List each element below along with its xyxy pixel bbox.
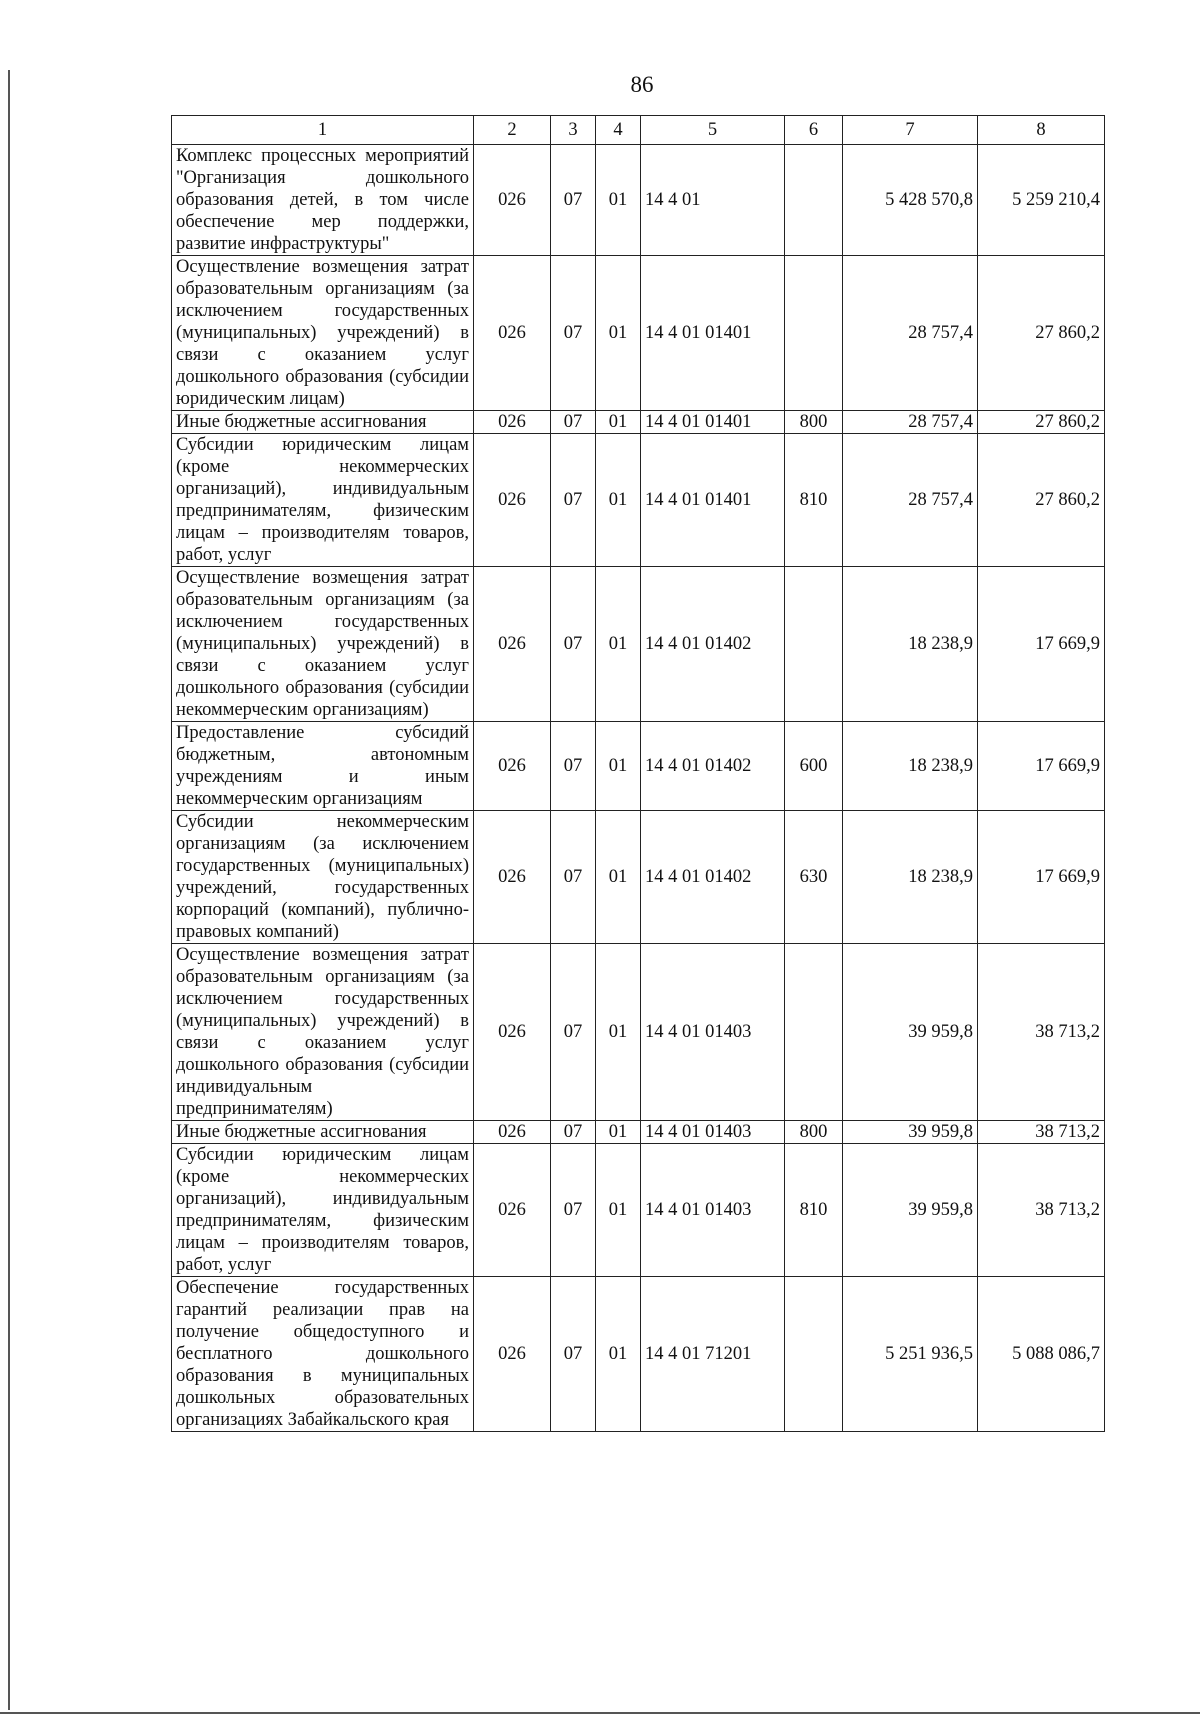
cell-admin-code: 026 [474, 944, 551, 1121]
cell-target-article: 14 4 01 01403 [641, 944, 785, 1121]
cell-amount-year2: 17 669,9 [978, 811, 1105, 944]
cell-target-article: 14 4 01 01402 [641, 722, 785, 811]
cell-amount-year2: 5 088 086,7 [978, 1277, 1105, 1432]
table-row [172, 411, 1105, 434]
cell-subsection: 01 [596, 811, 641, 944]
row-name: Осуществление возмещения затрат образовательным организациям (за исключением государственных (муниципальных) учреждений) в связи с оказанием услуг дошкольного образования (субсидии некоммерческим организациям) [172, 567, 474, 722]
cell-section: 07 [551, 411, 596, 434]
cell-target-article: 14 4 01 01401 [641, 434, 785, 567]
cell-admin-code: 026 [474, 1121, 551, 1144]
row-name: Иные бюджетные ассигнования [172, 411, 474, 434]
column-header: 3 [551, 116, 596, 145]
cell-expense-type: 630 [785, 811, 843, 944]
cell-target-article: 14 4 01 01401 [641, 256, 785, 411]
row-name: Комплекс процессных мероприятий "Организация дошкольного образования детей, в том числе обеспечение мер поддержки, развитие инфраструктуры" [172, 145, 474, 256]
cell-subsection: 01 [596, 256, 641, 411]
cell-section: 07 [551, 811, 596, 944]
cell-section: 07 [551, 256, 596, 411]
table-row [172, 256, 1105, 411]
cell-target-article: 14 4 01 01403 [641, 1144, 785, 1277]
cell-amount-year1: 28 757,4 [843, 256, 978, 411]
cell-amount-year1: 28 757,4 [843, 434, 978, 567]
cell-admin-code: 026 [474, 1144, 551, 1277]
scan-border-bottom [0, 1712, 1200, 1714]
cell-admin-code: 026 [474, 811, 551, 944]
table-row [172, 811, 1105, 944]
table-row [172, 567, 1105, 722]
row-name: Осуществление возмещения затрат образовательным организациям (за исключением государственных (муниципальных) учреждений) в связи с оказанием услуг дошкольного образования (субсидии индивидуальным предпринимателям) [172, 944, 474, 1121]
cell-amount-year2: 5 259 210,4 [978, 145, 1105, 256]
table-body [172, 145, 1105, 1432]
cell-amount-year1: 5 251 936,5 [843, 1277, 978, 1432]
cell-admin-code: 026 [474, 256, 551, 411]
scan-border-left [8, 70, 10, 1710]
cell-expense-type: 800 [785, 1121, 843, 1144]
cell-section: 07 [551, 1277, 596, 1432]
page-number: 86 [630, 72, 654, 97]
cell-amount-year2: 27 860,2 [978, 434, 1105, 567]
cell-expense-type: 810 [785, 1144, 843, 1277]
cell-section: 07 [551, 1144, 596, 1277]
cell-expense-type [785, 1277, 843, 1432]
table-row [172, 722, 1105, 811]
cell-amount-year1: 5 428 570,8 [843, 145, 978, 256]
cell-section: 07 [551, 1121, 596, 1144]
row-name: Субсидии юридическим лицам (кроме некоммерческих организаций), индивидуальным предпринимателям, физическим лицам – производителям товаров, работ, услуг [172, 434, 474, 567]
column-header: 7 [843, 116, 978, 145]
cell-amount-year2: 27 860,2 [978, 256, 1105, 411]
cell-expense-type: 800 [785, 411, 843, 434]
row-name: Иные бюджетные ассигнования [172, 1121, 474, 1144]
cell-amount-year1: 18 238,9 [843, 811, 978, 944]
cell-amount-year2: 17 669,9 [978, 567, 1105, 722]
cell-amount-year1: 28 757,4 [843, 411, 978, 434]
cell-amount-year1: 39 959,8 [843, 944, 978, 1121]
row-name: Осуществление возмещения затрат образовательным организациям (за исключением государственных (муниципальных) учреждений) в связи с оказанием услуг дошкольного образования (субсидии юридическим лицам) [172, 256, 474, 411]
cell-section: 07 [551, 434, 596, 567]
cell-amount-year2: 17 669,9 [978, 722, 1105, 811]
cell-amount-year2: 38 713,2 [978, 1144, 1105, 1277]
budget-table [171, 115, 1105, 1432]
cell-subsection: 01 [596, 1144, 641, 1277]
table-row [172, 434, 1105, 567]
cell-expense-type [785, 145, 843, 256]
cell-admin-code: 026 [474, 411, 551, 434]
cell-expense-type: 600 [785, 722, 843, 811]
cell-amount-year2: 27 860,2 [978, 411, 1105, 434]
cell-subsection: 01 [596, 411, 641, 434]
cell-target-article: 14 4 01 01402 [641, 811, 785, 944]
cell-subsection: 01 [596, 1277, 641, 1432]
cell-amount-year1: 39 959,8 [843, 1144, 978, 1277]
cell-subsection: 01 [596, 944, 641, 1121]
table-row [172, 944, 1105, 1121]
cell-admin-code: 026 [474, 434, 551, 567]
column-header: 2 [474, 116, 551, 145]
column-header: 1 [172, 116, 474, 145]
column-header: 5 [641, 116, 785, 145]
cell-target-article: 14 4 01 01401 [641, 411, 785, 434]
cell-subsection: 01 [596, 1121, 641, 1144]
cell-section: 07 [551, 722, 596, 811]
cell-expense-type [785, 567, 843, 722]
cell-section: 07 [551, 944, 596, 1121]
cell-subsection: 01 [596, 567, 641, 722]
cell-amount-year1: 18 238,9 [843, 567, 978, 722]
column-header: 6 [785, 116, 843, 145]
table-row [172, 1277, 1105, 1432]
row-name: Обеспечение государственных гарантий реализации прав на получение общедоступного и бесплатного дошкольного образования в муниципальных дошкольных образовательных организациях Забайкальского края [172, 1277, 474, 1432]
cell-expense-type: 810 [785, 434, 843, 567]
cell-subsection: 01 [596, 434, 641, 567]
table-row [172, 145, 1105, 256]
row-name: Субсидии некоммерческим организациям (за исключением государственных (муниципальных) учреждений, государственных корпораций (компаний), публично-правовых компаний) [172, 811, 474, 944]
cell-amount-year1: 39 959,8 [843, 1121, 978, 1144]
cell-admin-code: 026 [474, 567, 551, 722]
cell-amount-year1: 18 238,9 [843, 722, 978, 811]
cell-target-article: 14 4 01 01402 [641, 567, 785, 722]
cell-amount-year2: 38 713,2 [978, 944, 1105, 1121]
cell-amount-year2: 38 713,2 [978, 1121, 1105, 1144]
cell-admin-code: 026 [474, 722, 551, 811]
table-header-row [172, 116, 1105, 145]
cell-admin-code: 026 [474, 145, 551, 256]
cell-section: 07 [551, 145, 596, 256]
cell-target-article: 14 4 01 [641, 145, 785, 256]
cell-expense-type [785, 944, 843, 1121]
table-row [172, 1144, 1105, 1277]
cell-target-article: 14 4 01 71201 [641, 1277, 785, 1432]
cell-subsection: 01 [596, 145, 641, 256]
cell-expense-type [785, 256, 843, 411]
cell-section: 07 [551, 567, 596, 722]
row-name: Предоставление субсидий бюджетным, автономным учреждениям и иным некоммерческим организациям [172, 722, 474, 811]
cell-target-article: 14 4 01 01403 [641, 1121, 785, 1144]
cell-admin-code: 026 [474, 1277, 551, 1432]
row-name: Субсидии юридическим лицам (кроме некоммерческих организаций), индивидуальным предпринимателям, физическим лицам – производителям товаров, работ, услуг [172, 1144, 474, 1277]
table-row [172, 1121, 1105, 1144]
column-header: 4 [596, 116, 641, 145]
cell-subsection: 01 [596, 722, 641, 811]
column-header: 8 [978, 116, 1105, 145]
